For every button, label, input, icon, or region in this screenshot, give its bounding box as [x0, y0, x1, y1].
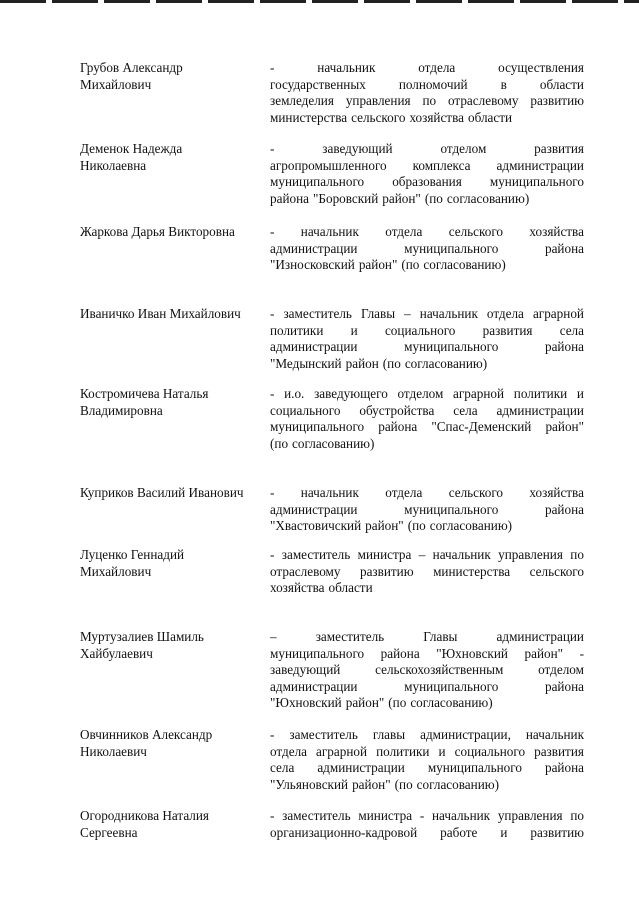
- member-position: [270, 224, 584, 274]
- member-position-line: агропромышленного комплекса администрации: [270, 157, 584, 173]
- member-position-line: (по согласованию): [270, 435, 375, 451]
- member-name-line: Грубов Александр: [80, 60, 183, 75]
- member-position-line: муниципального образования муниципального: [270, 174, 584, 190]
- member-name: [80, 629, 260, 662]
- member-position-line: района "Боровский район" (по согласованию): [270, 190, 530, 206]
- member-position-line: муниципального района "Юхновский район" -: [270, 645, 584, 661]
- member-position: [270, 485, 584, 535]
- member-position-line: государственных полномочий в области: [270, 76, 584, 92]
- member-name-line: Муртузалиев Шамиль: [80, 629, 204, 644]
- member-position-line: - заместитель министра – начальник управления по: [270, 547, 584, 562]
- member-position-line: - заместитель Главы – начальник отдела аграрной: [270, 306, 584, 321]
- member-position-line: министерства сельского хозяйства области: [270, 109, 513, 125]
- member-name: [80, 547, 260, 580]
- member-name: [80, 141, 260, 174]
- member-position: [270, 306, 584, 372]
- member-name: [80, 386, 260, 419]
- member-position-line: "Юхновский район" (по согласованию): [270, 695, 493, 711]
- member-position-line: администрации муниципального района: [270, 339, 584, 355]
- member-position-line: организационно-кадровой работе и развитию: [270, 824, 584, 840]
- member-position-line: - начальник отдела сельского хозяйства: [270, 485, 584, 500]
- member-position-line: - заместитель министра - начальник управления по: [270, 808, 584, 823]
- member-name: [80, 485, 260, 502]
- member-name-line: Огородникова Наталия: [80, 808, 209, 823]
- member-position-line: социального обустройства села администрации: [270, 402, 584, 418]
- member-name-line: Куприков Василий Иванович: [80, 485, 244, 500]
- member-name-line: Луценко Геннадий: [80, 547, 185, 562]
- member-position-line: администрации муниципального района: [270, 678, 584, 694]
- member-position-line: отраслевому развитию министерства сельского: [270, 563, 584, 579]
- member-position-line: - заместитель главы администрации, начальник: [270, 727, 584, 742]
- member-name-line: Овчинников Александр: [80, 727, 213, 742]
- member-name-line: Деменок Надежда: [80, 141, 183, 156]
- member-position: [270, 386, 584, 452]
- member-name: [80, 727, 260, 760]
- member-position: [270, 141, 584, 207]
- member-name-line: Николаевич: [80, 743, 147, 759]
- member-position-line: села администрации муниципального района: [270, 760, 584, 776]
- member-name-line: Михайлович: [80, 76, 152, 92]
- member-position-line: "Медынский район (по согласованию): [270, 355, 488, 371]
- member-position-line: земледелия управления по отраслевому развитию: [270, 93, 584, 109]
- member-position: [270, 60, 584, 126]
- member-position-line: - заведующий отделом развития: [270, 141, 584, 156]
- member-position-line: администрации муниципального района: [270, 240, 584, 256]
- member-position: [270, 629, 584, 712]
- member-name-line: Жаркова Дарья Викторовна: [80, 224, 235, 239]
- member-position-line: заведующий сельскохозяйственным отделом: [270, 662, 584, 678]
- member-position-line: администрации муниципального района: [270, 501, 584, 517]
- member-position-line: "Хвастовичский район" (по согласованию): [270, 518, 513, 534]
- member-position-line: - начальник отдела сельского хозяйства: [270, 224, 584, 239]
- member-position-line: – заместитель Главы администрации: [270, 629, 584, 644]
- member-name-line: Владимировна: [80, 402, 163, 418]
- member-position-line: "Износковский район" (по согласованию): [270, 257, 506, 273]
- member-position-line: хозяйства области: [270, 580, 373, 596]
- member-position-line: политики и социального развития села: [270, 322, 584, 338]
- member-name-line: Костромичева Наталья: [80, 386, 209, 401]
- member-name-line: Иваничко Иван Михайлович: [80, 306, 241, 321]
- member-name: [80, 60, 260, 93]
- member-name-line: Михайлович: [80, 563, 152, 579]
- page-top-border: [0, 0, 639, 3]
- member-position-line: муниципального района "Спас-Деменский район": [270, 419, 584, 435]
- member-name: [80, 306, 260, 323]
- member-name: [80, 224, 260, 241]
- member-position-line: - и.о. заведующего отделом аграрной политики и: [270, 386, 584, 401]
- member-position: [270, 547, 584, 597]
- member-position-line: - начальник отдела осуществления: [270, 60, 584, 75]
- member-position-line: отдела аграрной политики и социального развития: [270, 743, 584, 759]
- member-position: [270, 727, 584, 793]
- member-position-line: "Ульяновский район" (по согласованию): [270, 776, 500, 792]
- member-name-line: Николаевна: [80, 157, 147, 173]
- member-name: [80, 808, 260, 841]
- member-name-line: Хайбулаевич: [80, 645, 153, 661]
- member-name-line: Сергеевна: [80, 824, 138, 840]
- member-position: [270, 808, 584, 841]
